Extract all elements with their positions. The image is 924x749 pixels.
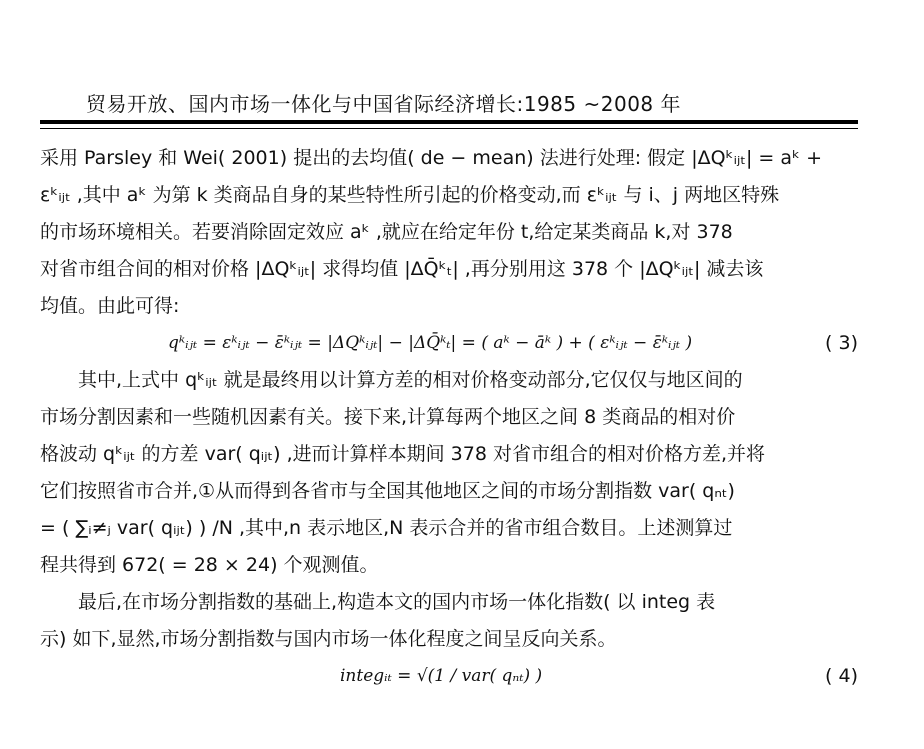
body-line: 它们按照省市合并,①从而得到各省市与全国其他地区之间的市场分割指数 var( qₙₜ) [40, 480, 735, 502]
body-line: εᵏᵢⱼₜ ,其中 aᵏ 为第 k 类商品自身的某些特性所引起的价格变动,而 εᵏᵢⱼₜ 与 i、j 两地区特殊 [40, 184, 780, 206]
body-line: = ( ∑ᵢ≠ⱼ var( qᵢⱼₜ) ) /N ,其中,n 表示地区,N 表示合并的省市组合数目。上述测算过 [40, 517, 733, 539]
body-line: 对省市组合间的相对价格 |ΔQᵏᵢⱼₜ| 求得均值 |ΔQ̄ᵏₜ| ,再分别用这 378 个 |ΔQᵏᵢⱼₜ| 减去该 [40, 258, 764, 280]
body-line: 其中,上式中 qᵏᵢⱼₜ 就是最终用以计算方差的相对价格变动部分,它仅仅与地区间的 [78, 369, 743, 391]
body-line: 采用 Parsley 和 Wei( 2001) 提出的去均值( de − mean) 法进行处理: 假定 |ΔQᵏᵢⱼₜ| = aᵏ + [40, 147, 823, 169]
header-rule-thin [40, 128, 858, 129]
body-line: 的市场环境相关。若要消除固定效应 aᵏ ,就应在给定年份 t,给定某类商品 k,对 378 [40, 221, 733, 243]
equation-4-number: ( 4) [825, 665, 858, 687]
running-head: 贸易开放、国内市场一体化与中国省际经济增长:1985 ~2008 年 [86, 92, 682, 116]
body-line: 均值。由此可得: [40, 295, 180, 317]
equation-4-expression: integᵢₜ = √(1 / var( qₙₜ) ) [340, 666, 543, 686]
equation-3-expression: qᵏᵢⱼₜ = εᵏᵢⱼₜ − ε̄ᵏᵢⱼₜ = |ΔQᵏᵢⱼₜ| − |ΔQ̄ᵏₜ| = ( aᵏ − āᵏ ) + ( εᵏᵢⱼₜ − ε̄ᵏᵢⱼₜ ) [168, 333, 693, 353]
body-line: 程共得到 672( = 28 × 24) 个观测值。 [40, 554, 379, 576]
equation-3 [40, 325, 858, 362]
body-line: 示) 如下,显然,市场分割指数与国内市场一体化程度之间呈反向关系。 [40, 628, 617, 650]
body-line: 最后,在市场分割指数的基础上,构造本文的国内市场一体化指数( 以 integ 表 [78, 591, 716, 613]
equation-3-number: ( 3) [825, 332, 858, 354]
body-text [40, 140, 858, 695]
body-line: 格波动 qᵏᵢⱼₜ 的方差 var( qᵢⱼₜ) ,进而计算样本期间 378 对省市组合的相对价格方差,并将 [40, 443, 765, 465]
header-rule-thick [40, 120, 858, 124]
body-line: 市场分割因素和一些随机因素有关。接下来,计算每两个地区之间 8 类商品的相对价 [40, 406, 736, 428]
equation-4 [40, 658, 858, 695]
